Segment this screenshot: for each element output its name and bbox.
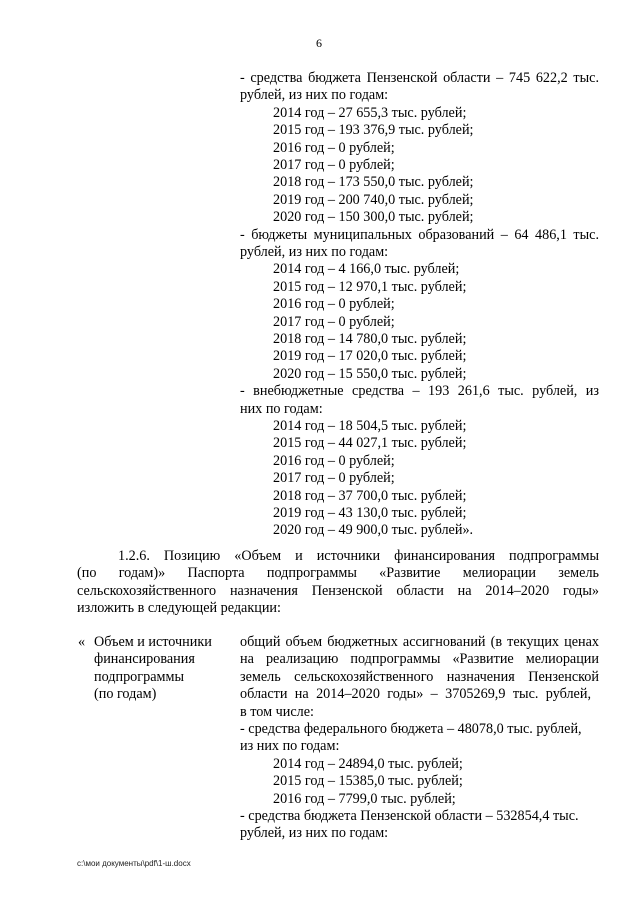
year-line: 2016 год – 0 рублей; xyxy=(273,296,395,313)
regional-budget-line: рублей, из них по годам: xyxy=(240,825,389,842)
left-cell-line: Объем и источники xyxy=(94,634,212,650)
year-line: 2014 год – 24894,0 тыс. рублей; xyxy=(273,755,463,772)
year-line: 2020 год – 150 300,0 тыс. рублей; xyxy=(273,209,474,226)
year-line: 2018 год – 14 780,0 тыс. рублей; xyxy=(273,330,467,347)
regional-budget-line: - средства бюджета Пензенской области – 745 622,2 тыс. xyxy=(240,70,599,86)
municipal-budget-line: - бюджеты муниципальных образований – 64 486,1 тыс. xyxy=(240,226,599,243)
table-left-cell xyxy=(94,634,212,704)
paragraph-line: изложить в следующей редакции: xyxy=(77,600,281,617)
year-line: 2015 год – 12 970,1 тыс. рублей; xyxy=(273,278,467,295)
file-path-footer: c:\мои документы\pdf\1-ш.docx xyxy=(77,859,191,868)
municipal-budget-line: рублей, из них по годам: xyxy=(240,244,389,260)
year-line: 2017 год – 0 рублей; xyxy=(273,156,395,173)
year-line: 2016 год – 0 рублей; xyxy=(273,452,395,469)
year-line: 2019 год – 43 130,0 тыс. рублей; xyxy=(273,504,467,521)
offbudget-line: них по годам: xyxy=(240,400,323,417)
year-line: 2018 год – 37 700,0 тыс. рублей; xyxy=(273,487,467,504)
regional-years-list xyxy=(273,105,474,227)
regional-budget-line: рублей, из них по годам: xyxy=(240,87,389,104)
right-cell-line: области на 2014–2020 годы» – 3705269,9 тыс. рублей, xyxy=(240,686,591,703)
paragraph-line: 1.2.6. Позицию «Объем и источники финансирования подпрограммы xyxy=(118,548,599,564)
year-line: 2020 год – 15 550,0 тыс. рублей; xyxy=(273,365,467,382)
year-line: 2015 год – 15385,0 тыс. рублей; xyxy=(273,773,463,790)
municipal-years-list xyxy=(273,261,466,383)
year-line: 2016 год – 0 рублей; xyxy=(273,139,395,156)
year-line: 2015 год – 193 376,9 тыс. рублей; xyxy=(273,122,474,139)
right-cell-line: в том числе: xyxy=(240,703,314,720)
federal-budget-line: - средства федерального бюджета – 48078,0 тыс. рублей, xyxy=(240,721,582,737)
federal-years-list xyxy=(273,756,463,808)
year-line: 2020 год – 49 900,0 тыс. рублей». xyxy=(273,522,474,539)
right-cell-line: общий объем бюджетных ассигнований (в текущих ценах xyxy=(240,634,599,650)
year-line: 2014 год – 18 504,5 тыс. рублей; xyxy=(273,418,467,434)
paragraph-line: сельскохозяйственного назначения Пензенской области на 2014–2020 годы» xyxy=(77,582,599,599)
right-cell-line: на реализацию подпрограммы «Развитие мелиорации xyxy=(240,651,599,668)
year-line: 2014 год – 4 166,0 тыс. рублей; xyxy=(273,261,460,278)
offbudget-years-list xyxy=(273,418,473,540)
year-line: 2015 год – 44 027,1 тыс. рублей; xyxy=(273,435,467,452)
opening-quote: « xyxy=(78,634,86,650)
year-line: 2017 год – 0 рублей; xyxy=(273,313,395,330)
page-number: 6 xyxy=(316,36,322,50)
regional-budget-line: - средства бюджета Пензенской области – 532854,4 тыс. xyxy=(240,808,579,824)
left-cell-line: финансирования xyxy=(94,651,195,668)
offbudget-line: - внебюджетные средства – 193 261,6 тыс. рублей, из xyxy=(240,383,599,400)
left-cell-line: подпрограммы xyxy=(94,668,184,685)
year-line: 2019 год – 200 740,0 тыс. рублей; xyxy=(273,191,474,208)
federal-budget-line: из них по годам: xyxy=(240,738,340,755)
year-line: 2014 год – 27 655,3 тыс. рублей; xyxy=(273,104,467,121)
paragraph-line: (по годам)» Паспорта подпрограммы «Развитие мелиорации земель xyxy=(77,565,599,582)
year-line: 2019 год – 17 020,0 тыс. рублей; xyxy=(273,348,467,365)
year-line: 2016 год – 7799,0 тыс. рублей; xyxy=(273,790,456,807)
year-line: 2018 год – 173 550,0 тыс. рублей; xyxy=(273,174,474,191)
right-cell-line: земель сельскохозяйственного назначения Пензенской xyxy=(240,668,599,685)
left-cell-line: (по годам) xyxy=(94,686,157,703)
year-line: 2017 год – 0 рублей; xyxy=(273,470,395,487)
